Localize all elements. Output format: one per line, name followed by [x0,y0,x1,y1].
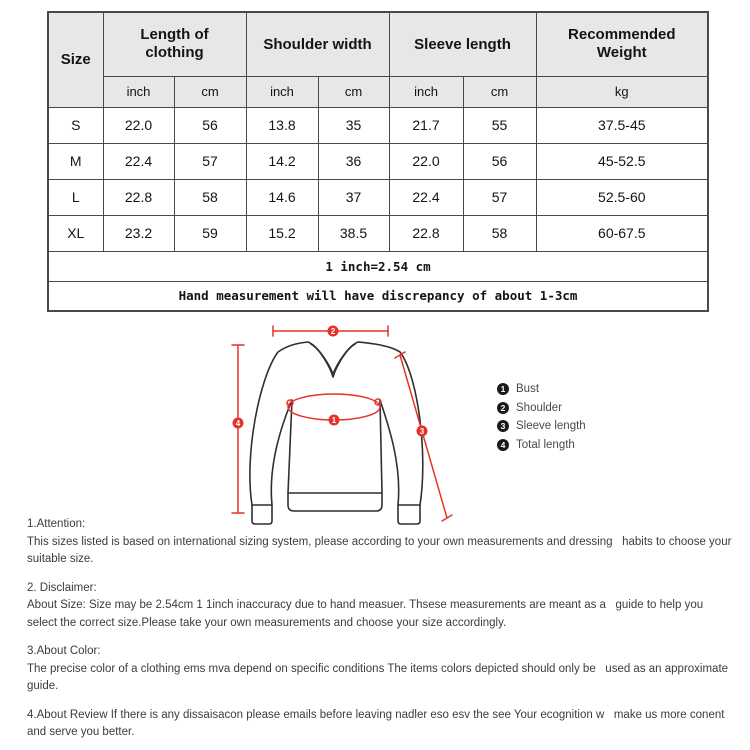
cell-value: 22.8 [389,215,463,251]
cell-value: 57 [174,143,246,179]
shoulder-marker [328,326,339,337]
size-value: M [48,143,103,179]
unit-header-shoulder-cm: cm [318,76,389,107]
section-disclaimer [27,580,734,633]
inch-conversion-note: 1 inch=2.54 cm [48,251,708,281]
cell-value: 23.2 [103,215,174,251]
circled-number-icon: 2 [497,402,509,414]
cell-value: 21.7 [389,107,463,143]
section-body: This sizes listed is based on international sizing system, please according to your own measurements and dressing habits to choose your suitable size. [27,535,735,565]
cell-value: 45-52.5 [536,143,708,179]
hem-band [288,493,382,511]
section-body: 4.About Review If there is any dissaisacon please emails before leaving nadler eso esv the see Your ecognition w make us more conent and serve you better. [27,708,728,738]
diagram-legend [497,380,586,454]
bust-marker [329,415,340,426]
cell-value: 38.5 [318,215,389,251]
unit-header-length-inch: inch [103,76,174,107]
column-header-weight-label: Recommended Weight [568,25,676,62]
cell-value: 15.2 [246,215,318,251]
section-heading: 2. Disclaimer: [27,581,97,594]
svg-text:3: 3 [419,427,425,436]
cell-value: 14.2 [246,143,318,179]
svg-text:1: 1 [331,416,337,425]
unit-header-sleeve-inch: inch [389,76,463,107]
cell-value: 60-67.5 [536,215,708,251]
table-note-row [48,251,708,281]
cell-value: 22.0 [389,143,463,179]
column-header-sleeve-label: Sleeve length [414,35,511,53]
svg-text:4: 4 [235,419,241,428]
circled-number-icon: 1 [497,383,509,395]
cell-value: 22.8 [103,179,174,215]
cell-value: 59 [174,215,246,251]
unit-header-sleeve-cm: cm [463,76,536,107]
column-header-weight [536,12,708,76]
cell-value: 14.6 [246,179,318,215]
section-body: The precise color of a clothing ems mva depend on specific conditions The items colors depicted should only be used as an approximate guide. [27,662,732,692]
cell-value: 37.5-45 [536,107,708,143]
legend-label: Sleeve length [516,420,586,433]
cell-value: 36 [318,143,389,179]
table-row-l [48,179,708,215]
sleeve-marker [417,426,428,437]
column-header-sleeve [389,12,536,76]
length-marker [233,418,244,429]
unit-header-weight-kg: kg [536,76,708,107]
measurement-lines [232,326,452,521]
cell-value: 52.5-60 [536,179,708,215]
column-header-length [103,12,246,76]
sweater-measurement-diagram [222,314,500,526]
legend-item-shoulder [497,399,586,418]
body-right-edge [380,400,382,493]
unit-header-length-cm: cm [174,76,246,107]
circled-number-icon: 4 [497,439,509,451]
section-heading: 3.About Color: [27,645,101,657]
size-value: S [48,107,103,143]
cell-value: 22.4 [103,143,174,179]
measurement-discrepancy-note: Hand measurement will have discrepancy of about 1-3cm [48,281,708,311]
size-value: L [48,179,103,215]
table-note-row [48,281,708,311]
circled-number-icon: 3 [497,420,509,432]
legend-label: Total length [516,438,575,451]
cell-value: 13.8 [246,107,318,143]
cell-value: 55 [463,107,536,143]
section-body: About Size: Size may be 2.54cm 1 1inch inaccuracy due to hand measuer. Thsese measurements are meant as a guide to help you select the correct size.Please take your own measurements and choose your size accordingly. [27,599,707,629]
cell-value: 57 [463,179,536,215]
section-about-color [27,643,734,696]
cell-value: 35 [318,107,389,143]
column-header-length-label: Length of clothing [140,25,209,62]
column-header-shoulder [246,12,389,76]
cell-value: 56 [463,143,536,179]
table-row-m [48,143,708,179]
sleeve-length-line [395,352,452,521]
column-header-shoulder-label: Shoulder width [263,35,372,53]
column-header-size: Size [48,12,103,107]
section-attention [27,516,734,569]
unit-header-shoulder-inch: inch [246,76,318,107]
table-row-xl [48,215,708,251]
legend-label: Shoulder [516,401,563,414]
size-value: XL [48,215,103,251]
cell-value: 22.0 [103,107,174,143]
cell-value: 56 [174,107,246,143]
notes-text-block [27,516,734,750]
legend-item-total-length [497,436,586,455]
svg-text:2: 2 [330,327,336,336]
cell-value: 58 [174,179,246,215]
legend-item-bust [497,380,586,399]
total-length-line [232,345,244,513]
section-heading: 1.Attention: [27,518,86,530]
right-sleeve-inner-seam [380,400,399,505]
sweater-outline [250,342,423,524]
diagram-markers [233,326,428,437]
cell-value: 37 [318,179,389,215]
legend-item-sleeve-length [497,417,586,436]
cell-value: 22.4 [389,179,463,215]
body-left-edge [288,400,292,493]
table-row-s [48,107,708,143]
section-about-review [27,707,734,742]
legend-label: Bust [516,383,540,396]
cell-value: 58 [463,215,536,251]
size-table [47,11,709,312]
